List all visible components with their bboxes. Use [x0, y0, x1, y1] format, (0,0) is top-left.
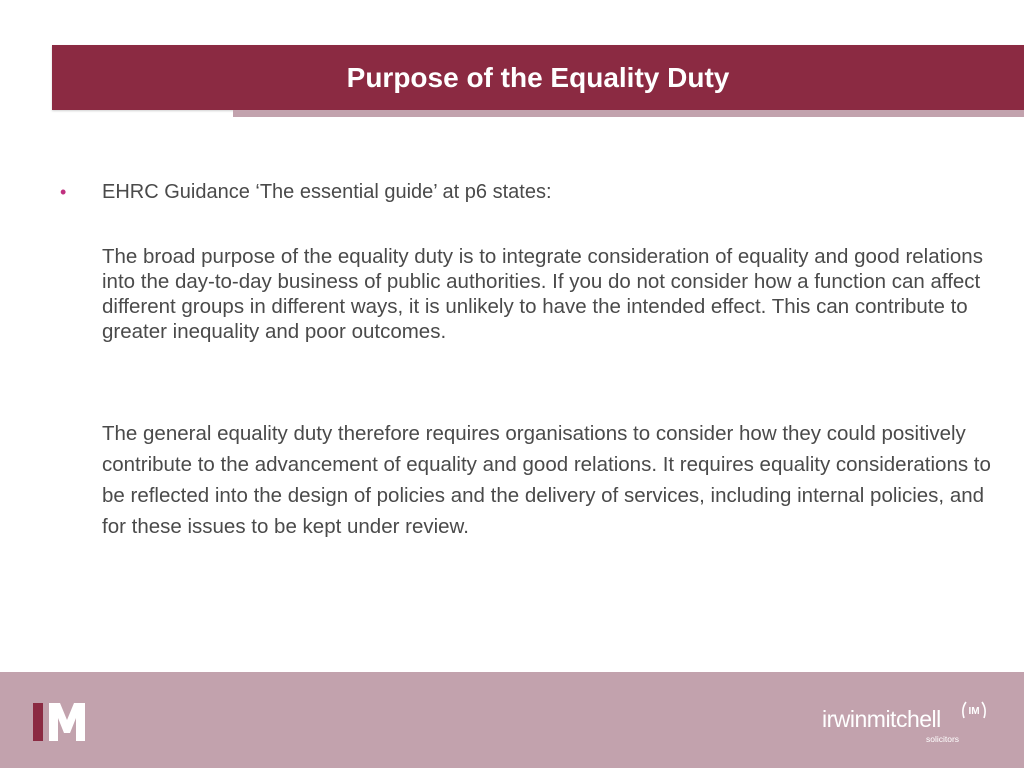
bullet-text: EHRC Guidance ‘The essential guide’ at p6 states:	[102, 181, 552, 203]
brand-name: irwinmitchell	[822, 706, 941, 732]
bullet-dot-icon: •	[60, 182, 67, 202]
title-underline	[233, 110, 1024, 117]
brand-subtitle: solicitors	[926, 734, 960, 744]
quote-paragraph-1: The broad purpose of the equality duty is to integrate consideration of equality and good relations into the day-to-day business of public authorities. If you do not consider how a function can affect different groups in different ways, it is unlikely to have the intended effect. This can contribute to greater inequality and poor outcomes.	[102, 245, 983, 343]
title-bar	[52, 45, 1024, 110]
brand-mark-icon	[960, 698, 988, 722]
slide-title: Purpose of the Equality Duty	[346, 61, 730, 93]
im-logo-icon	[33, 703, 95, 741]
irwinmitchell-brand	[822, 706, 1002, 750]
svg-text:IM: IM	[968, 706, 980, 717]
quote-paragraph-2: The general equality duty therefore requires organisations to consider how they could positively contribute to the advancement of equality and good relations. It requires equality considerations to be reflected into the design of policies and the delivery of services, including internal policies, and for these issues to be kept under review.	[102, 422, 991, 538]
